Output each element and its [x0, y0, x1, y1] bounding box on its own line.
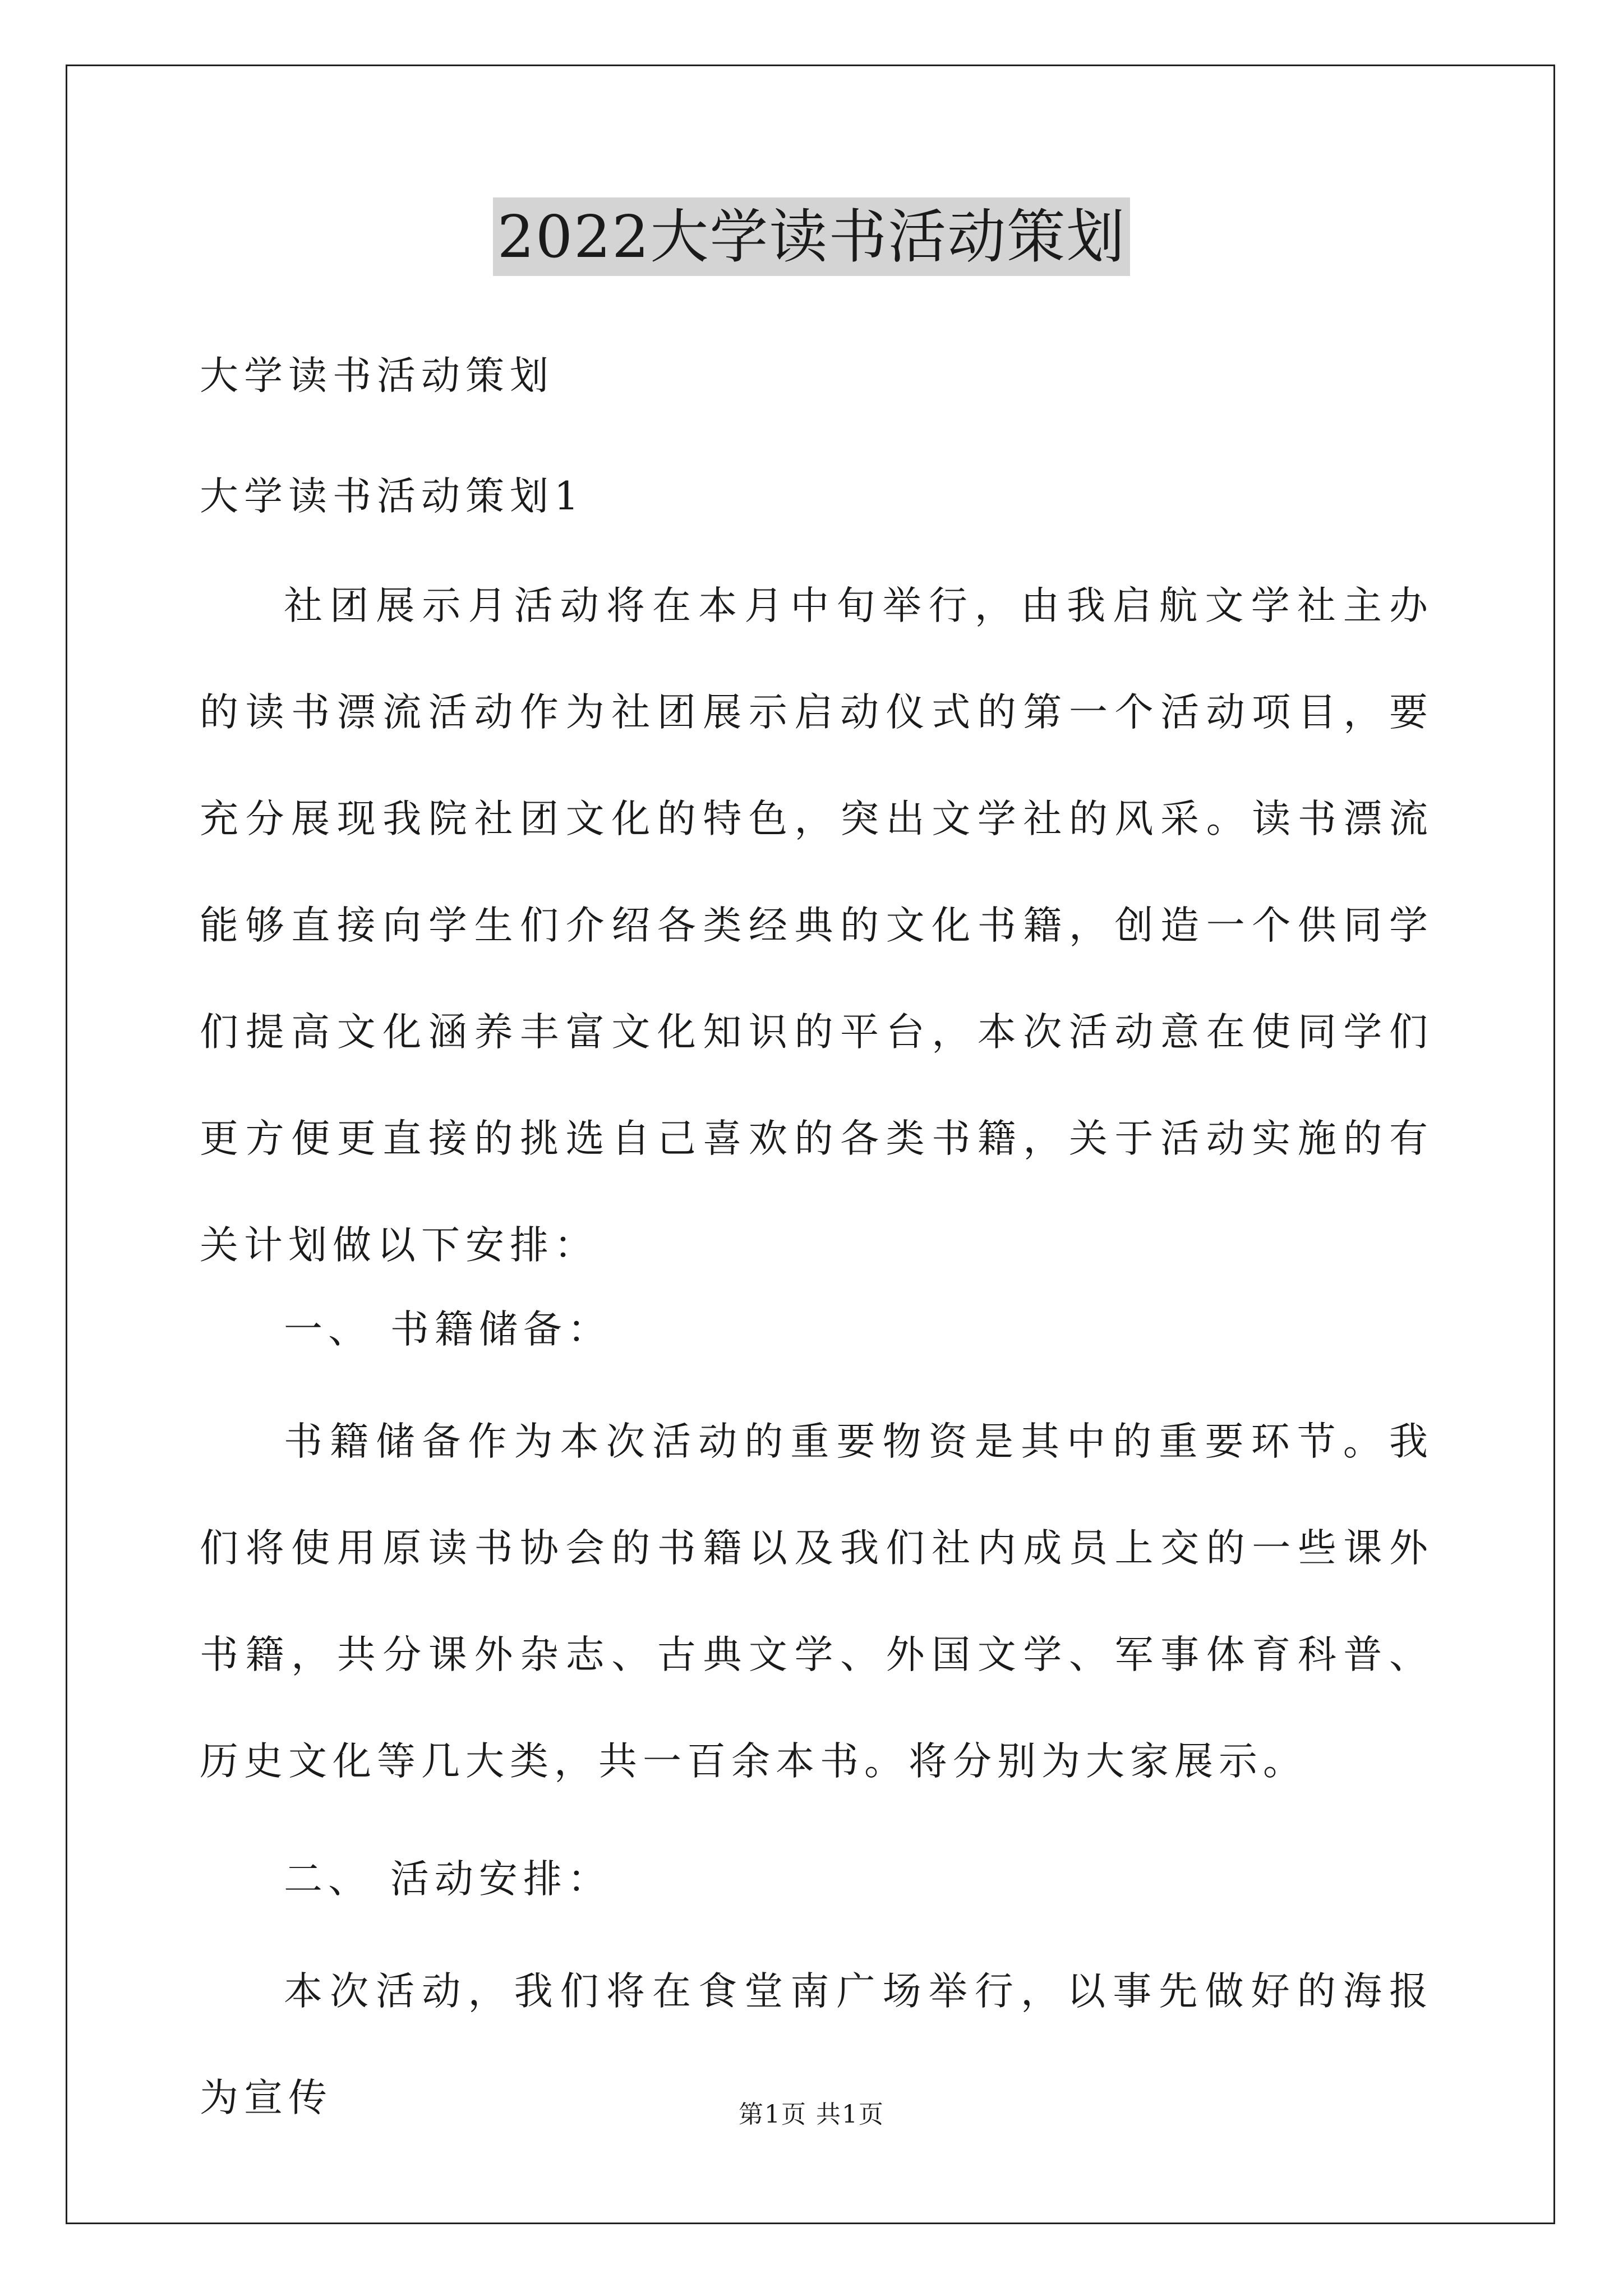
heading-activity-arrangement: 二、 活动安排： [284, 1857, 612, 1902]
intro-paragraph: 社团展示月活动将在本月中旬举行，由我启航文学社主办的读书漂流活动作为社团展示启动仪式的第一个活动项目，要充分展现我院社团文化的特色，突出文学社的风采。读书漂流能够直接向学生们介绍各类经典的文化书籍，创造一个供同学们提高文化涵养丰富文化知识的平台，本次活动意在使同学们更方便更直接的挑选自己喜欢的各类书籍，关于活动实施的有关计划做以下安排： [200, 583, 1433, 1268]
section-heading: 大学读书活动策划1 [200, 474, 584, 519]
heading-book-reserve: 一、 书籍储备： [284, 1307, 612, 1352]
subtitle: 大学读书活动策划 [200, 353, 554, 398]
page-footer: 第1页 共1页 [739, 2100, 884, 2129]
document-title [0, 197, 1623, 276]
book-reserve-paragraph: 书籍储备作为本次活动的重要物资是其中的重要环节。我们将使用原读书协会的书籍以及我们社内成员上交的一些课外书籍，共分课外杂志、古典文学、外国文学、军事体育科普、历史文化等几大类，共一百余本书。将分别为大家展示。 [200, 1419, 1433, 1784]
document-title-text: 2022大学读书活动策划 [493, 197, 1131, 276]
activity-paragraph: 本次活动，我们将在食堂南广场举行，以事先做好的海报为宣传 [200, 1969, 1433, 2120]
